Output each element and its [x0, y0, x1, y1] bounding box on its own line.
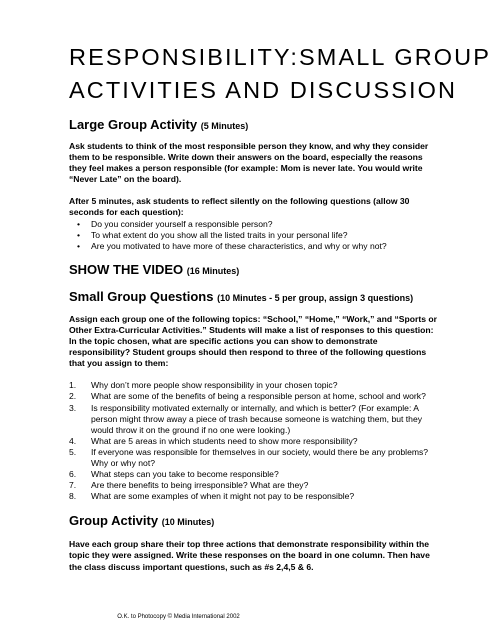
large-group-paragraph-2: After 5 minutes, ask students to reflect silently on the following questions (allow 30 seconds for each question):: [69, 196, 410, 218]
list-item-text: Is responsibility motivated externally or internally, and which is better? (For example: A person might throw away a piece of trash because someone is watching them, but they would throw it on the ground if no one were looking.): [91, 402, 423, 435]
show-video-duration: (16 Minutes): [186, 265, 240, 276]
list-item: • Are you motivated to have more of these characteristics, and why or why not?: [91, 241, 437, 252]
list-item-number: 5.: [69, 446, 77, 457]
list-item: [69, 380, 437, 391]
list-item-text: What are some of the benefits of being a responsible person at home, school and work?: [91, 391, 426, 402]
show-video-heading-text: SHOW THE VIDEO: [69, 261, 184, 277]
group-activity-duration: (10 Minutes): [161, 517, 215, 528]
group-activity-heading-text: Group Activity: [69, 513, 159, 529]
list-item-number: 6.: [69, 469, 77, 480]
list-item-text: What are some examples of when it might not pay to be responsible?: [91, 491, 355, 502]
list-item-number: 1.: [69, 380, 77, 391]
list-item: [69, 469, 437, 480]
show-video-heading: [69, 262, 437, 279]
list-item: [69, 446, 437, 469]
page-title: [69, 0, 492, 107]
list-item: [69, 491, 437, 502]
list-item-number: 8.: [69, 491, 77, 502]
group-activity-paragraph: Have each group share their top three actions that demonstrate responsibility within the topic they were assigned. Write these responses on the board in one column. Then have the class discuss important questions, such as #s 2,4,5 & 6.: [69, 539, 430, 572]
list-item: • Do you consider yourself a responsible person?: [91, 219, 437, 230]
large-group-duration: (5 Minutes): [200, 121, 249, 131]
list-item-text: Why don’t more people show responsibility in your chosen topic?: [91, 380, 338, 391]
list-item: • To what extent do you show all the listed traits in your personal life?: [91, 230, 437, 241]
small-group-paragraph: Assign each group one of the following topics: “School,” “Home,” “Work,” and “Sports or Other Extra-Curricular Activities.” Students will make a list of responses to this question: In the topic chosen, what are specific actions you can show to demonstrate responsibility? Student groups should then respond to three of the following questions that you assign to them:: [69, 313, 437, 369]
reflection-questions-list: [69, 219, 437, 252]
small-group-heading: [69, 289, 437, 306]
large-group-paragraph-1: Ask students to think of the most responsible person they know, and why they consider them to be responsible. Write down their answers on the board, especially the reasons they feel makes a person responsible (for example: Mom is never late. You would write “Never Late” on the board).: [69, 141, 429, 185]
small-group-heading-text: Small Group Questions: [69, 288, 214, 304]
list-item: [69, 391, 437, 402]
large-group-heading: [69, 117, 437, 134]
list-item: [69, 402, 437, 436]
list-item: [69, 435, 437, 447]
list-item-number: 7.: [69, 480, 77, 491]
list-item-text: What are 5 areas in which students need to show more responsibility?: [91, 435, 358, 446]
list-item-text: What steps can you take to become responsible?: [91, 469, 279, 480]
group-activity-heading: [69, 513, 437, 530]
list-item-number: 2.: [69, 391, 77, 402]
list-item-number: 3.: [69, 402, 77, 413]
small-group-duration: (10 Minutes - 5 per group, assign 3 questions): [217, 292, 414, 303]
list-item: [69, 480, 437, 491]
title-line-2: ACTIVITIES AND DISCUSSION: [69, 77, 458, 103]
page-footer: O.K. to Photocopy © Media International 2002: [117, 614, 240, 620]
list-item-number: 4.: [69, 435, 77, 446]
large-group-heading-text: Large Group Activity: [69, 117, 198, 132]
small-group-questions-list: [69, 380, 437, 502]
list-item-text: If everyone was responsible for themselves in our society, would there be any problems? Why or why not?: [91, 446, 429, 468]
title-line-1: RESPONSIBILITY:SMALL GROUP: [69, 44, 492, 70]
list-item-text: Are there benefits to being irresponsible? What are they?: [91, 480, 309, 491]
